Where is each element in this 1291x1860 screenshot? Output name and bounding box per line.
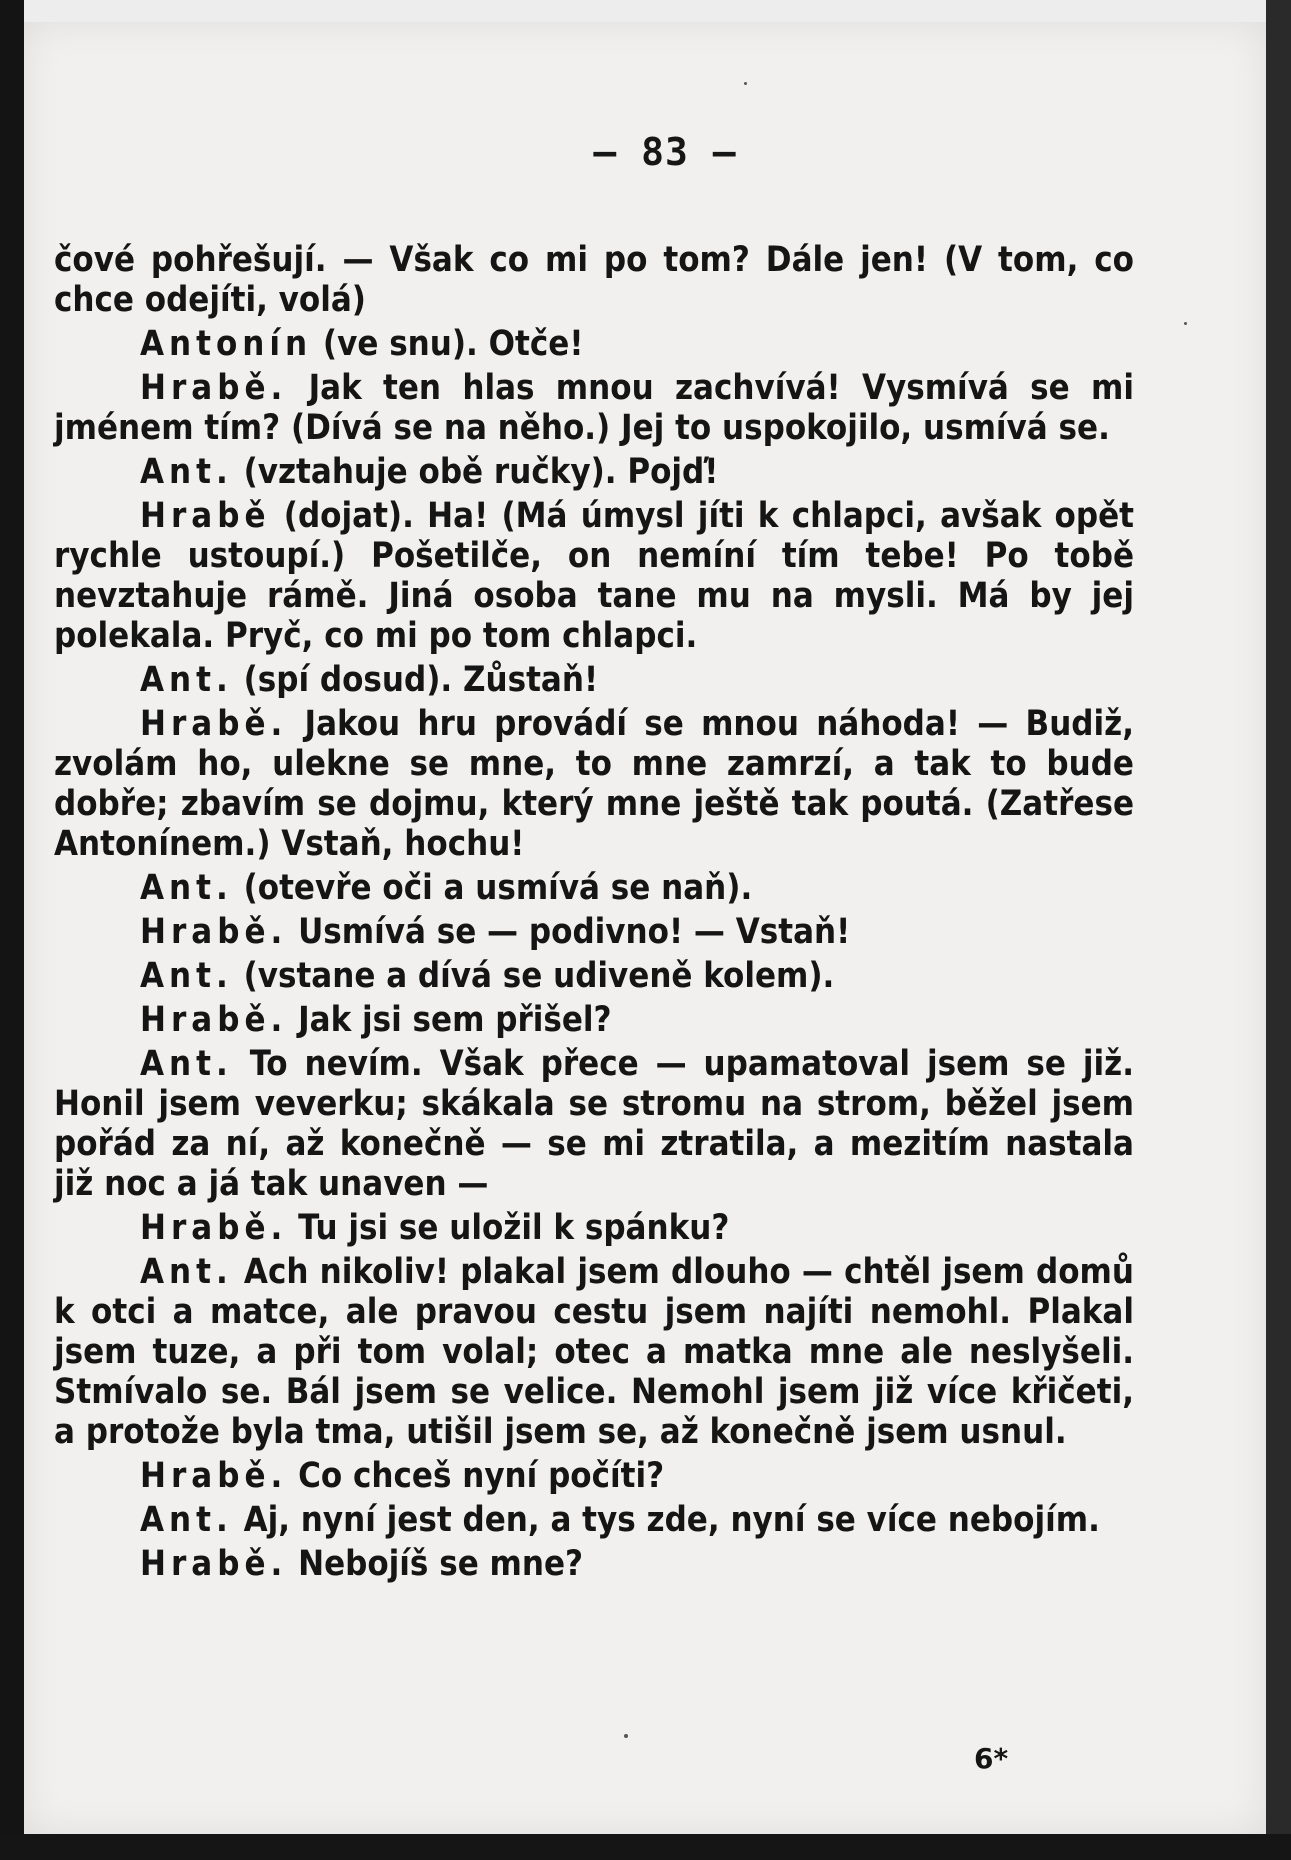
paragraph [54, 660, 1134, 700]
speaker-name: Antonín [140, 324, 313, 364]
paragraph-text: čové pohřešují. — Však co mi po tom? Dále jen! (V tom, co chce odejíti, volá) [54, 240, 1134, 320]
paragraph [54, 240, 1134, 320]
ink-speck [1184, 322, 1187, 325]
paragraph [54, 912, 1134, 952]
speaker-name: Ant. [140, 1500, 233, 1540]
speaker-name: Ant. [140, 956, 233, 996]
speaker-name: Ant. [140, 1044, 233, 1084]
page-number: — 83 — [593, 130, 737, 174]
speaker-name: Hrabě. [140, 1456, 288, 1496]
paragraph [54, 956, 1134, 996]
paragraph-text: (vztahuje obě ručky). Pojď! [232, 452, 719, 492]
speaker-name: Hrabě. [140, 704, 288, 744]
paragraph-text: Jak jsi sem přišel? [287, 1000, 612, 1040]
paragraph [54, 1544, 1134, 1584]
paragraph-text: (vstane a dívá se udiveně kolem). [232, 956, 835, 996]
speaker-name: Ant. [140, 452, 233, 492]
paragraph [54, 1456, 1134, 1496]
ink-speck [624, 1734, 628, 1738]
paragraph [54, 496, 1134, 656]
speaker-name: Hrabě. [140, 1208, 288, 1248]
paragraph [54, 1044, 1134, 1204]
paragraph-text: Co chceš nyní počíti? [287, 1456, 665, 1496]
speaker-name: Ant. [140, 868, 233, 908]
paragraph [54, 1000, 1134, 1040]
paragraph-text: Aj, nyní jest den, a tys zde, nyní se více nebojím. [232, 1500, 1100, 1540]
right-page-edge [1266, 0, 1291, 1860]
paragraph [54, 1500, 1134, 1540]
paragraph-text: Nebojíš se mne? [287, 1544, 584, 1584]
paragraph-text: Ach nikoliv! plakal jsem dlouho — chtěl jsem domů k otci a matce, ale pravou cestu jsem najíti nemohl. Plakal jsem tuze, a při tom volal; otec a matka mne ale neslyšeli. Stmívalo se. Bál jsem se velice. Nemohl jsem již více křičeti, a protože byla tma, utišil jsem se, až konečně jsem usnul. [54, 1252, 1134, 1452]
speaker-name: Hrabě. [140, 1544, 288, 1584]
paragraph-text: Tu jsi se uložil k spánku? [287, 1208, 730, 1248]
speaker-name: Ant. [140, 660, 233, 700]
paragraph-text: (spí dosud). Zůstaň! [232, 660, 599, 700]
body-text [54, 240, 1134, 1588]
paragraph [54, 704, 1134, 864]
ink-speck [744, 82, 747, 85]
paragraph-text: Jakou hru provádí se mnou náhoda! — Budiž, zvolám ho, ulekne se mne, to mne zamrzí, a tak to bude dobře; zbavím se dojmu, který mne ještě tak poutá. (Zatřese Antonínem.) Vstaň, hochu! [54, 704, 1134, 864]
bottom-page-edge [0, 1834, 1291, 1860]
paragraph-text: (otevře oči a usmívá se naň). [232, 868, 753, 908]
speaker-name: Hrabě. [140, 1000, 288, 1040]
signature-mark: 6* [974, 1742, 1009, 1775]
speaker-name: Ant. [140, 1252, 233, 1292]
paragraph [54, 1252, 1134, 1452]
paragraph [54, 1208, 1134, 1248]
paragraph [54, 324, 1134, 364]
paragraph-text: Jak ten hlas mnou zachvívá! Vysmívá se mi jménem tím? (Dívá se na něho.) Jej to uspokojilo, usmívá se. [54, 368, 1134, 448]
binding-edge [0, 0, 24, 1860]
paragraph-text: Usmívá se — podivno! — Vstaň! [287, 912, 851, 952]
paragraph [54, 368, 1134, 448]
paragraph [54, 868, 1134, 908]
book-page [24, 22, 1266, 1834]
speaker-name: Hrabě [140, 496, 271, 536]
speaker-name: Hrabě. [140, 368, 288, 408]
paragraph-text: (dojat). Ha! (Má úmysl jíti k chlapci, avšak opět rychle ustoupí.) Pošetilče, on nemíní tím tebe! Po tobě nevztahuje rámě. Jiná osoba tane mu na mysli. Má by jej polekala. Pryč, co mi po tom chlapci. [54, 496, 1134, 656]
paragraph-text: (ve snu). Otče! [312, 324, 584, 364]
paragraph [54, 452, 1134, 492]
speaker-name: Hrabě. [140, 912, 288, 952]
paragraph-text: To nevím. Však přece — upamatoval jsem se již. Honil jsem veverku; skákala se stromu na strom, běžel jsem pořád za ní, až konečně — se mi ztratila, a mezitím nastala již noc a já tak unaven — [54, 1044, 1134, 1204]
